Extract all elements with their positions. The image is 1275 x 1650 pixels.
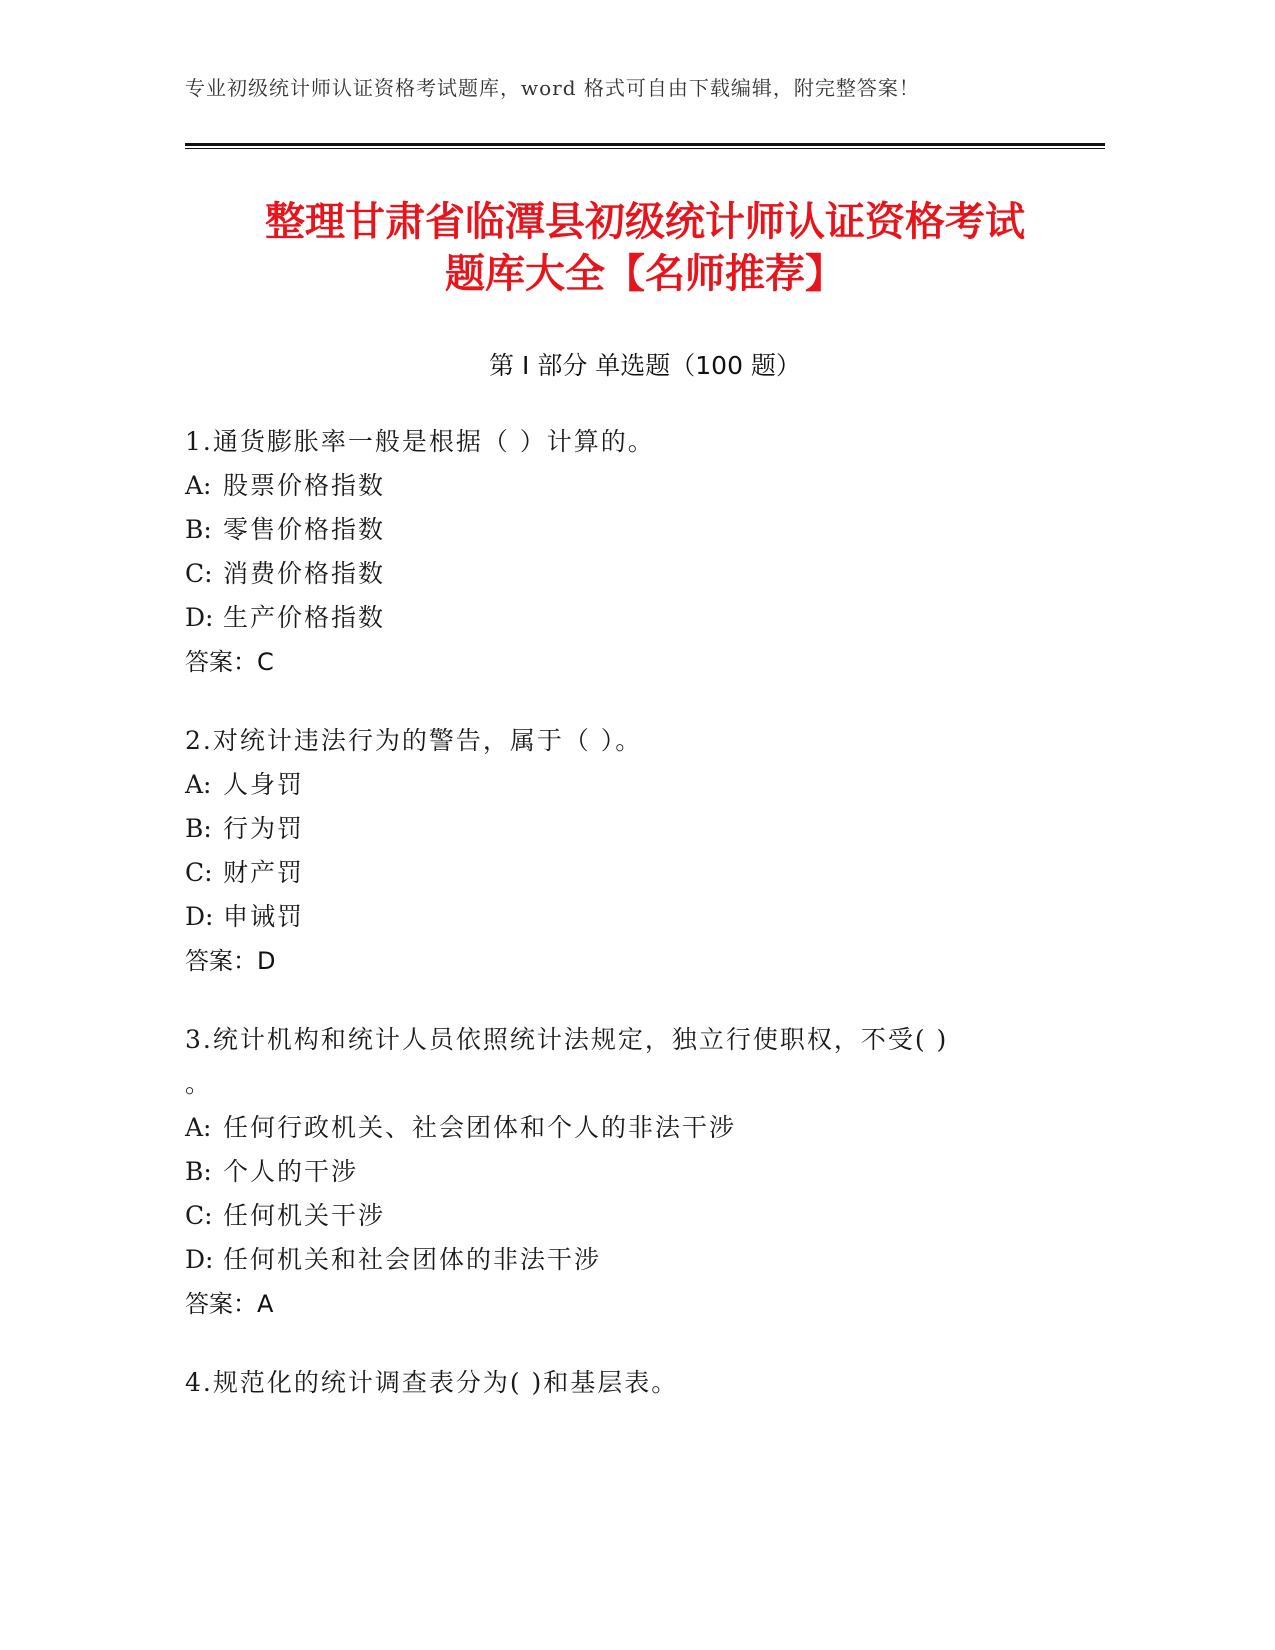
option-a bbox=[185, 1106, 1025, 1150]
header-rule-thick bbox=[185, 143, 1105, 146]
question-stem: 4.规范化的统计调查表分为( )和基层表。 bbox=[185, 1368, 679, 1397]
question-list bbox=[185, 420, 1025, 1405]
option-b bbox=[185, 508, 1025, 552]
option-c bbox=[185, 552, 1025, 596]
option-text: 生产价格指数 bbox=[223, 603, 386, 632]
option-c bbox=[185, 1194, 1025, 1238]
option-text: 行为罚 bbox=[223, 814, 305, 843]
option-text: 个人的干涉 bbox=[223, 1157, 359, 1186]
option-text: 股票价格指数 bbox=[223, 471, 386, 500]
option-text: 零售价格指数 bbox=[223, 515, 386, 544]
option-letter: A: bbox=[185, 1113, 212, 1142]
question-2 bbox=[185, 719, 1025, 983]
option-letter: D: bbox=[185, 902, 214, 931]
option-b bbox=[185, 807, 1025, 851]
option-letter: C: bbox=[185, 858, 213, 887]
option-letter: D: bbox=[185, 603, 214, 632]
question-stem: 3.统计机构和统计人员依照统计法规定，独立行使职权，不受( ) bbox=[185, 1025, 949, 1054]
option-letter: C: bbox=[185, 1201, 213, 1230]
header-rule-thin bbox=[185, 148, 1105, 149]
option-letter: C: bbox=[185, 559, 213, 588]
option-text: 任何机关干涉 bbox=[223, 1201, 386, 1230]
option-letter: D: bbox=[185, 1245, 214, 1274]
option-letter: B: bbox=[185, 1157, 212, 1186]
question-1 bbox=[185, 420, 1025, 684]
option-text: 消费价格指数 bbox=[223, 559, 386, 588]
question-stem: 2.对统计违法行为的警告，属于（ ）。 bbox=[185, 726, 643, 755]
option-text: 申诫罚 bbox=[223, 902, 305, 931]
question-stem-continuation: 。 bbox=[185, 1069, 211, 1098]
answer: 答案：C bbox=[185, 648, 274, 676]
option-text: 任何机关和社会团体的非法干涉 bbox=[223, 1245, 602, 1274]
option-letter: B: bbox=[185, 814, 212, 843]
option-text: 人身罚 bbox=[223, 770, 305, 799]
question-4 bbox=[185, 1361, 1025, 1405]
option-letter: A: bbox=[185, 770, 212, 799]
document-title-line-1: 整理甘肃省临潭县初级统计师认证资格考试 bbox=[265, 199, 1025, 245]
option-text: 财产罚 bbox=[223, 858, 305, 887]
answer: 答案：A bbox=[185, 1290, 274, 1318]
question-stem: 1.通货膨胀率一般是根据（ ）计算的。 bbox=[185, 427, 655, 456]
question-3 bbox=[185, 1018, 1025, 1326]
option-letter: B: bbox=[185, 515, 212, 544]
option-text: 任何行政机关、社会团体和个人的非法干涉 bbox=[223, 1113, 737, 1142]
option-a bbox=[185, 464, 1025, 508]
option-b bbox=[185, 1150, 1025, 1194]
option-letter: A: bbox=[185, 471, 212, 500]
option-a bbox=[185, 763, 1025, 807]
document-title-line-2: 题库大全【名师推荐】 bbox=[445, 251, 845, 297]
option-c bbox=[185, 851, 1025, 895]
option-d bbox=[185, 1238, 1025, 1282]
option-d bbox=[185, 596, 1025, 640]
answer: 答案：D bbox=[185, 947, 276, 975]
section-title: 第 I 部分 单选题（100 题） bbox=[489, 351, 801, 380]
header-note: 专业初级统计师认证资格考试题库，word 格式可自由下载编辑，附完整答案！ bbox=[185, 76, 920, 100]
document-title bbox=[185, 196, 1105, 300]
option-d bbox=[185, 895, 1025, 939]
